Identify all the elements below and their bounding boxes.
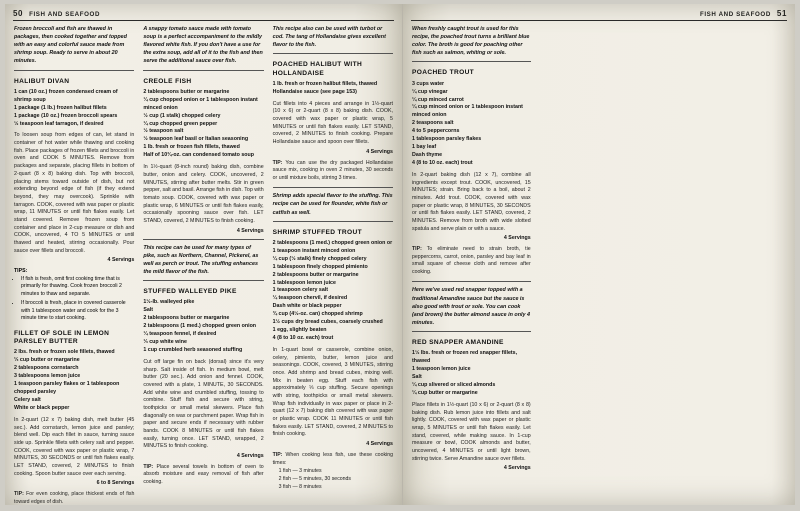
ingredient-item: 1 package (10 oz.) frozen broccoli spears [14,112,118,119]
ingredient-item: 1½-lb. walleyed pike [143,299,195,306]
tip-label: TIP: [272,452,283,459]
ingredient-item: ½ teaspoon salt [143,128,184,135]
ingredient-item: ½ cup (1 stalk) chopped celery [143,112,221,119]
cooking-time-item: 3 fish — 8 minutes [278,483,322,490]
tips-block [14,268,134,323]
ingredient-item: 2 tablespoons butter or margarine [143,315,230,322]
ingredient-item: Dash thyme [412,152,443,159]
ingredient-item: 1 cup crumbled herb seasoned stuffing [143,346,243,353]
ingredient-item: 1 bay leaf [412,144,437,151]
tip-text: For even cooking, place thickest ends of fish toward edges of dish. [14,491,135,505]
ingredient-list [273,81,393,97]
recipe-step: In 2-quart (12 x 7) baking dish, melt butter (45 sec.). Add cornstarch, lemon juice and parsley; blend well. Dip each fillet in sauce, turning sauce side up. Sprinkle fillets with celery salt and pepper. COOK, covered with wax paper or plastic wrap, 7 MINUTES, 30 SECONDS or until fish flakes easily. LET STAND, covered, 2 MINUTES to finish cooking. Spoon butter sauce over each serving. [14,416,135,477]
tips-label: TIPS: [14,268,28,275]
ingredient-item: 1½ lbs. fresh or frozen red snapper fillets, thawed [412,350,518,365]
ingredient-item: 4 (8 to 10 oz. each) trout [272,335,334,342]
servings-label: 4 Servings [236,227,264,234]
ingredient-item: 2 tablespoons (1 med.) chopped green onion or 1 teaspoon instant minced onion [272,239,393,254]
right-page [403,4,795,505]
left-col2-intro: A snappy tomato sauce made with tomato soup is a perfect accompaniment to the mildly flavored white fish. If you don't have a use for the extra soup, add all of it to the fish and then serve the additional sauce over fish. [143,25,263,71]
tip-block [273,160,393,183]
ingredient-list [14,89,134,129]
tip-label: TIP: [272,159,283,166]
recipe-title-red-snapper-amandine: RED SNAPPER AMANDINE [412,339,504,347]
left-column-1 [14,25,134,504]
ingredient-item: 1 can (10 oz.) frozen condensed cream of shrimp soup [14,88,118,103]
tip-text: To eliminate need to strain broth, tie peppercorns, carrot, onion, parsley and bay leaf in small square of cheese cloth and remove after cooking. [412,246,531,275]
ingredient-item: 1 package (1 lb.) frozen halibut fillets [14,104,107,111]
tip-item: • If fish is fresh, omit first cooking time that is primarily for thawing. Cook frozen broccoli 2 minutes to thaw and separate. [21,276,134,299]
ingredient-item: ¾ cup (4½-oz. can) chopped shrimp [272,311,363,318]
recipe-title-poached-halibut: POACHED HALIBUT WITH HOLLANDAISE [272,61,363,77]
ingredient-item: Salt [412,374,422,381]
ingredient-item: ½ teaspoon leaf basil or Italian seasoning [143,136,249,143]
recipe-step: Cut fillets into 4 pieces and arrange in 1½-quart (10 x 6) or 2-quart (8 x 8) baking dish. COOK, covered with wax paper or plastic wrap, 5 MINUTES or until fish flakes easily. LET STAND, covered, 2 MINUTES to finish cooking. Prepare Hollandaise sauce and spoon over fillets. [272,100,393,146]
ingredient-item: ¼ cup vinegar [412,88,448,95]
ingredient-item: Half of 10¾-oz. can condensed tomato soup [143,152,254,159]
ingredient-item: Hollandaise sauce (see page 153) [272,88,357,95]
tip-text: Place several towels in bottom of oven to absorb moisture and easy removal of fish after cooking. [143,463,264,485]
recipe-step: In 1½-quart (8-inch round) baking dish, combine butter, onion and celery. COOK, uncovered, 2 MINUTES, stirring after butter melts. Stir in green pepper, salt and basil. Arrange fish in dish. Top with tomato soup. COOK, covered with wax paper or plastic wrap, 6 MINUTES or until fish flakes easily, occasionally spooning sauce over fish. LET STAND, covered, 2 MINUTES to finish cooking. [143,164,264,224]
ingredient-item: 2 teaspoons salt [412,120,454,127]
ingredient-item: ⅓ cup butter or margarine [14,357,80,364]
ingredient-item: 1 lb. fresh or frozen halibut fillets, thawed [272,80,378,87]
left-columns [5,25,402,504]
ingredient-list [412,81,531,168]
ingredient-item: 1 egg, slightly beaten [272,327,327,334]
ingredient-item: 3 tablespoons lemon juice [14,373,81,380]
servings-label: 4 Servings [366,441,393,448]
ingredient-item: 1 teaspoon lemon juice [412,366,471,373]
tip-text: When cooking less fish, use these cooking times: [272,452,393,466]
recipe-title-shrimp-stuffed-trout: SHRIMP STUFFED TROUT [272,228,362,236]
ingredient-item: 1 tablespoon parsley flakes [412,136,482,143]
recipe-title-creole-fish: CREOLE FISH [143,77,192,85]
recipe-step: In 2-quart baking dish (12 x 7), combine all ingredients except trout. COOK, uncovered, 15 MINUTES; strain. Bring back to a boil, about 2 minutes. Add trout. COOK, covered with wax paper or plastic wrap, 8 MINUTES, 30 SECONDS or until fish flakes easily. LET STAND, covered, 2 MINUTES. Remove from broth with wide slotted spatula and serve plain or with a sauce. [412,171,531,232]
ingredient-item: ½ teaspoon leaf tarragon, if desired [14,120,104,127]
right-columns [403,25,795,504]
servings-label: 4 Servings [503,235,531,242]
ingredient-item: Celery salt [14,397,41,404]
right-column-1 [412,25,531,504]
tip-label: TIP: [412,246,422,253]
tip-item: • If broccoli is fresh, place in covered casserole with 1 tablespoon water and cook for the 3 minute time to start cooking. [21,300,134,323]
tips-list [14,276,134,323]
ingredient-list [273,240,393,343]
left-column-2 [143,25,263,504]
ingredient-item: 4 to 5 peppercorns [412,128,460,135]
recipe-callout: Here we've used red snapper topped with a traditional Amandine sauce but the sauce is also good with trout or sole. You can cook (and brown) the butter almond sauce in only 4 minutes. [412,281,531,332]
right-running-head: FISH AND SEAFOOD [699,11,771,18]
ingredient-item: 2 tablespoons butter or margarine [143,88,230,95]
tip-label: TIP: [143,463,154,470]
left-page-header [5,4,402,18]
cooking-time-item: 1 fish — 3 minutes [278,468,322,475]
right-page-header [403,4,795,18]
ingredient-item: 2 tablespoons cornstarch [14,365,79,372]
ingredient-item: 2 tablespoons butter or margarine [272,271,359,278]
right-column-3 [667,25,786,504]
servings-label: 6 to 8 Servings [96,480,135,487]
tip-block [273,452,393,491]
ingredient-item: 4 (8 to 10 oz. each) trout [412,160,473,167]
ingredient-item: 2 lbs. fresh or frozen sole fillets, thawed [14,349,115,356]
right-column-2 [540,25,659,504]
ingredient-item: ¼ cup chopped onion or 1 tablespoon instant minced onion [143,96,258,111]
recipe-title-stuffed-walleyed-pike: STUFFED WALLEYED PIKE [143,288,237,296]
ingredient-item: 2 tablespoons (1 med.) chopped green onion [143,323,257,330]
ingredient-item: ¼ cup (½ stalk) finely chopped celery [272,255,367,262]
recipe-step: To loosen soup from edges of can, let stand in container of hot water while thawing and cooking fish. Place packages of frozen fillets and broccoli in oven and COOK 5 MINUTES. Remove from packages and separate, placing fillets in bottom of 2-quart (8 x 8) baking dish. Top with broccoli, placing stems toward outside of dish, but not extending beyond edge of fish (if they extend beyond, they may overcook). Sprinkle with tarragon. COOK, covered with wax paper or plastic wrap, 11 MINUTES or until fish flakes easily. Let stand covered. Remove frozen soup from container and place in 2-cup measure or dish and COOK, uncovered, 4 TO 5 MINUTES or until thawed and heated, stirring occasionally. Pour sauce over fillets and broccoli. [14,132,135,254]
ingredient-item: 1 tablespoon lemon juice [272,279,336,286]
ingredient-item: ¼ cup butter or margarine [412,389,478,396]
left-col1-intro: Frozen broccoli and fish are thawed in packages, then cooked together and topped with an easy and colorful sauce made from shrimp soup. Ready to serve in about 20 minutes. [14,25,134,71]
recipe-step: In 1-quart bowl or casserole, combine onion, celery, pimiento, butter, lemon juice and seasonings. COOK, covered, 3 MINUTES, stirring once. Add shrimp and bread cubes, mixing well. Mix in beaten egg. Stuff each fish with approximately ⅓ cup stuffing. Secure openings with string, toothpicks or small metal skewers. Wrap fish individually in wax paper or place in 2-quart (12 x 7) baking dish covered with wax paper or plastic wrap. COOK 11 MINUTES or until fish flakes easily. LET STAND, covered, 2 MINUTES to finish cooking. [272,347,393,438]
ingredient-item: White or black pepper [14,404,70,411]
left-page [5,4,403,505]
ingredient-item: ¼ cup minced carrot [412,96,464,103]
ingredient-list [143,299,263,355]
servings-label: 4 Servings [107,257,135,264]
ingredient-item: ¼ teaspoon fennel, if desired [143,331,217,338]
tip-text: You can use the dry packaged Hollandaise sauce mix, cooking in oven 2 minutes, 30 seconds or until mixture boils, stirring 3 times. [272,159,393,181]
ingredient-item: ⅓ cup white wine [143,338,187,345]
recipe-callout: Shrimp adds special flavor to the stuffing. This recipe can be used for flounder, white fish or catfish as well. [273,187,393,221]
ingredient-item: ¼ cup minced onion or 1 tablespoon instant minced onion [412,104,523,119]
ingredient-item: 1 teaspoon parsley flakes or 1 tablespoon chopped parsley [14,381,120,396]
ingredient-list [14,349,134,413]
ingredient-item: Dash white or black pepper [272,303,342,310]
left-running-head: FISH AND SEAFOOD [29,11,101,18]
ingredient-item: 1 lb. fresh or frozen fish fillets, thawed [143,144,240,151]
right-page-number: 51 [776,9,787,18]
recipe-title-halibut-divan: HALIBUT DIVAN [14,77,70,85]
cooking-time-item: 2 fish — 5 minutes, 30 seconds [278,475,352,482]
ingredient-item: ¼ cup chopped green pepper [143,120,218,127]
ingredient-item: 1½ cups dry bread cubes, coarsely crushed [272,319,383,326]
ingredient-item: 1 teaspoon celery salt [272,287,329,294]
ingredient-item: ¼ teaspoon chervil, if desired [272,295,348,302]
ingredient-list [412,350,531,398]
cooking-times-list [279,468,393,491]
ingredient-list [143,89,263,160]
right-col1-intro: When freshly caught trout is used for this recipe, the poached trout turns a brilliant blue color. The broth is good for poaching other fish such as salmon, whiting or sole. [412,25,531,62]
ingredient-item: Salt [143,307,154,314]
tip-block [412,246,531,276]
left-header-rule [13,20,394,21]
recipe-title-poached-trout: POACHED TROUT [412,69,475,77]
tip-label: TIP: [14,491,24,498]
ingredient-item: 1 tablespoon finely chopped pimiento [272,263,368,270]
left-page-number: 50 [13,9,24,18]
recipe-callout: This recipe can be used for many types of pike, such as Northern, Channel, Pickerel, as well as perch or trout. The stuffing enhances the mild flavor of the fish. [143,239,263,281]
tip-block [14,491,134,505]
recipe-title-fillet-of-sole: FILLET OF SOLE IN LEMON PARSLEY BUTTER [14,329,110,346]
left-column-3 [273,25,393,504]
left-col3-intro: This recipe also can be used with turbot or cod. The tang of Hollandaise gives excellent flavor to the fish. [273,25,393,54]
ingredient-item: 3 cups water [412,80,445,87]
recipe-step: Place fillets in 1½-quart (10 x 6) or 2-quart (8 x 8) baking dish. Rub lemon juice into fillets and salt lightly. COOK, covered with wax paper or plastic wrap, 5 MINUTES or until fish flakes easily. Let stand, covered, while making sauce. In 1-cup measure or bowl, COOK almonds and butter, uncovered, 4 MINUTES or until light brown, stirring twice. Serve Amandine sauce over fillets. [412,401,531,462]
servings-label: 4 Servings [236,452,264,459]
servings-label: 4 Servings [503,465,531,472]
servings-label: 4 Servings [366,148,393,155]
recipe-step: Cut off large fin on back (dorsal) since it's very sharp. Salt inside of fish. In medium bowl, melt butter (20 sec.). Add onion and fennel. COOK, covered with a plate, 1 MINUTE, 30 SECONDS. Add white wine and crumbled stuffing, tossing to combine. Stuff fish and secure with string, toothpicks or small metal skewers. Place fish diagonally on wax or parchment paper. Wrap fish in paper and secure ends if necessary with rubber bands. COOK 8 MINUTES or until fish flakes easily, turning once. LET STAND, wrapped, 2 MINUTES to finish cooking. [143,358,264,450]
tip-block [143,464,263,487]
ingredient-item: ¼ cup slivered or sliced almonds [412,382,496,389]
right-header-rule [411,20,787,21]
